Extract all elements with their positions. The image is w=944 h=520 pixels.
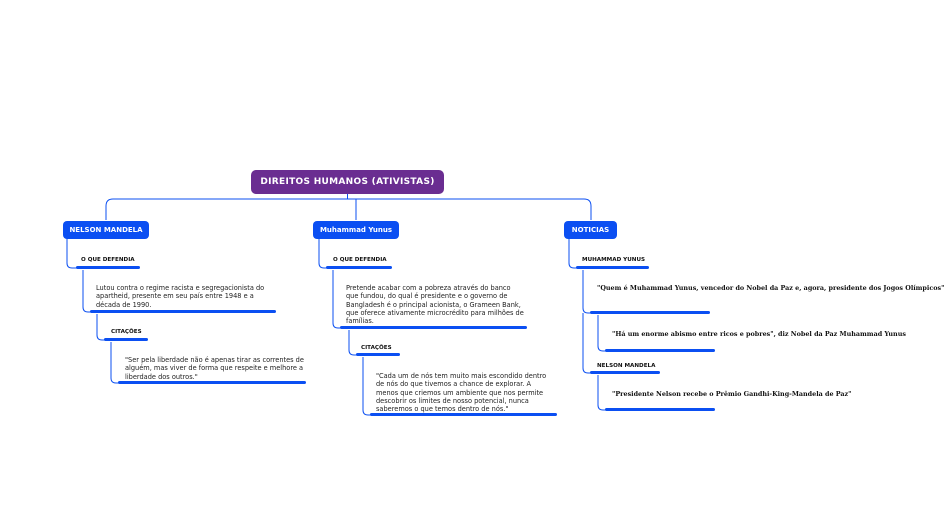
news-mandela-1[interactable]: "Presidente Nelson recebe o Prêmio Gandhi-King-Mandela de Paz" xyxy=(612,390,852,398)
news-yunus-2[interactable]: "Há um enorme abismo entre ricos e pobres", diz Nobel da Paz Muhammad Yunus xyxy=(612,330,906,338)
yunus-defende-text[interactable]: Pretende acabar com a pobreza através do banco que fundou, do qual é presidente e o governo de Bangladesh é o principal acionista, o Grameen Bank, que oferece ativamente microcrédito para milhões de famílias. xyxy=(346,284,524,326)
subtopic-mandela-citacoes[interactable]: CITAÇÕES xyxy=(111,329,142,335)
text-underline xyxy=(118,381,306,384)
yunus-citacao-text[interactable]: "Cada um de nós tem muito mais escondido dentro de nós do que tivemos a chance de explorar. A menos que criemos um ambiente que nos permite descobrir os limites de nosso potencial, nunca saberemos o que temos dentro de nós." xyxy=(376,372,547,414)
text-underline xyxy=(590,311,710,314)
mandela-citacao-text[interactable]: "Ser pela liberdade não é apenas tirar as correntes de alguém, mas viver de forma que respeite e melhore a liberdade dos outros." xyxy=(125,356,304,381)
subtopic-underline xyxy=(104,338,148,341)
subtopic-underline xyxy=(76,266,140,269)
subtopic-mandela-o-que-defendia[interactable]: O QUE DEFENDIA xyxy=(81,257,135,263)
root-topic[interactable]: DIREITOS HUMANOS (ATIVISTAS) xyxy=(251,170,444,194)
text-underline xyxy=(370,413,557,416)
text-underline xyxy=(605,349,715,352)
subtopic-underline xyxy=(576,266,649,269)
mandela-defende-text[interactable]: Lutou contra o regime racista e segregacionista do apartheid, presente em seu país entre 1948 e a década de 1990. xyxy=(96,284,265,309)
subtopic-noticias-muhammad-yunus[interactable]: MUHAMMAD YUNUS xyxy=(582,257,646,263)
text-underline xyxy=(90,310,276,313)
subtopic-yunus-o-que-defendia[interactable]: O QUE DEFENDIA xyxy=(333,257,387,263)
text-underline xyxy=(340,326,527,329)
news-yunus-1[interactable]: "Quem é Muhammad Yunus, vencedor do Nobel da Paz e, agora, presidente dos Jogos Olímpicos" xyxy=(597,284,944,292)
topic-noticias[interactable]: NOTICIAS xyxy=(564,221,617,239)
subtopic-underline xyxy=(326,266,392,269)
subtopic-underline xyxy=(356,353,400,356)
subtopic-yunus-citacoes[interactable]: CITAÇÕES xyxy=(361,345,392,351)
subtopic-noticias-nelson-mandela[interactable]: NELSON MANDELA xyxy=(597,363,656,369)
text-underline xyxy=(605,408,715,411)
subtopic-underline xyxy=(590,371,660,374)
topic-nelson-mandela[interactable]: NELSON MANDELA xyxy=(63,221,149,239)
topic-muhammad-yunus[interactable]: Muhammad Yunus xyxy=(313,221,399,239)
